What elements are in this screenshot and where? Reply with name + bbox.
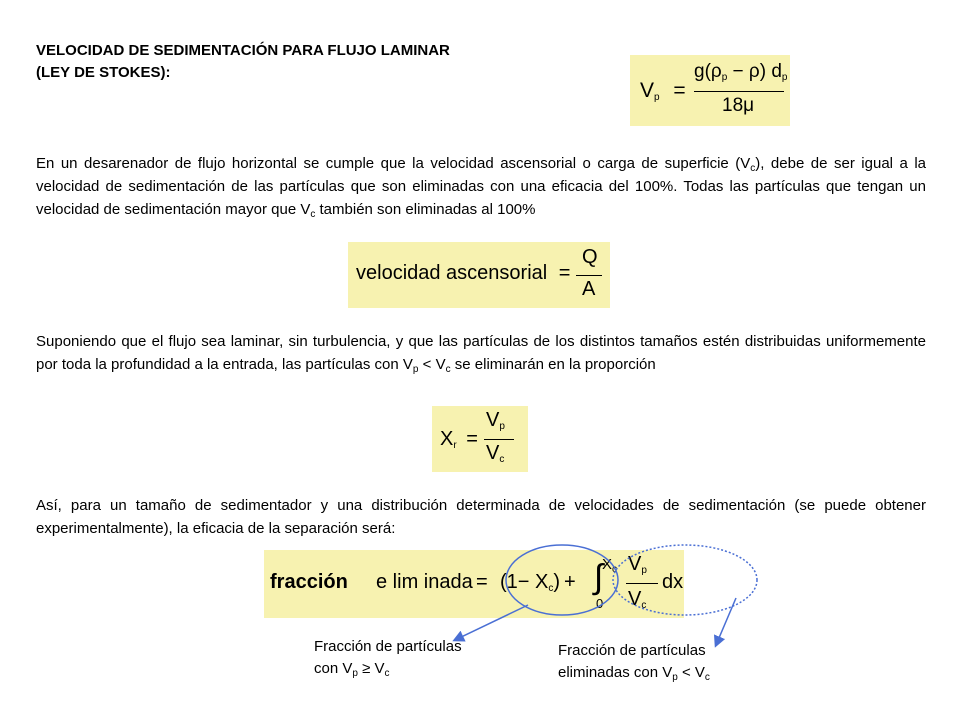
eliminada-word: e lim inada [376, 571, 473, 593]
paragraph-2: Suponiendo que el flujo sea laminar, sin turbulencia, y que las partículas de los distintos tamaños estén distribuidas uniformemente por toda la profundidad a la entrada, las partículas con $V_p < V_c$ se eliminarán en la proporción [36, 333, 926, 375]
left-highlight-ellipse [506, 545, 618, 615]
integral-numerator: $V_p$ [628, 553, 647, 576]
paragraph-3: Así, para un tamaño de sedimentador y una distribución determinada de velocidades de sedimentación (se puede obtener experimentalmente), la eficacia de la separación será: [36, 497, 926, 537]
stokes-lhs: $V_p$ = [640, 79, 686, 103]
right-arrow [716, 598, 736, 645]
title-line-2: (LEY DE STOKES): [36, 64, 171, 81]
fraction-term: $(1- X_c)$ + [500, 571, 576, 594]
stokes-denominator: 18μ [722, 95, 755, 116]
fraction-equals: = [476, 571, 488, 593]
annotation-left: Fracción de partículas con $V_p \ge V_c$ [314, 638, 462, 679]
integral-upper-limit: $X_c$ [602, 556, 618, 575]
ascensional-lhs: velocidad ascensorial = [356, 262, 571, 284]
integral-dx: dx [662, 571, 684, 593]
title-line-1: VELOCIDAD DE SEDIMENTACIÓN PARA FLUJO LAMINAR [36, 42, 450, 59]
paragraph-1: En un desarenador de flujo horizontal se cumple que la velocidad ascensorial o carga de superficie $(V_c)$, debe de ser igual a la velocidad de sedimentación de las partículas que son eliminadas con una eficacia del 100%. Todas las partículas que tengan un velocidad de sedimentación mayor que $V_c$ también son eliminadas al 100% [36, 155, 926, 220]
xr-numerator: $V_p$ [486, 409, 505, 432]
fraction-word: fracción [270, 571, 348, 593]
xr-denominator: $V_c$ [486, 442, 505, 465]
integral-sign: ∫ [594, 558, 604, 596]
xr-lhs: $X_r$ = [440, 428, 478, 451]
stokes-numerator: $g(\rho_p - \rho)$ $d_p$ [694, 61, 788, 83]
left-arrow [455, 605, 528, 640]
integral-denominator: $V_c$ [628, 588, 647, 611]
ascensional-denominator: A [582, 278, 596, 300]
integral-lower-limit: 0 [596, 596, 604, 611]
annotation-right: Fracción de partículas eliminadas con $V_p < V_c$ [558, 642, 710, 683]
ascensional-numerator: Q [582, 246, 598, 268]
right-highlight-ellipse [613, 545, 757, 615]
